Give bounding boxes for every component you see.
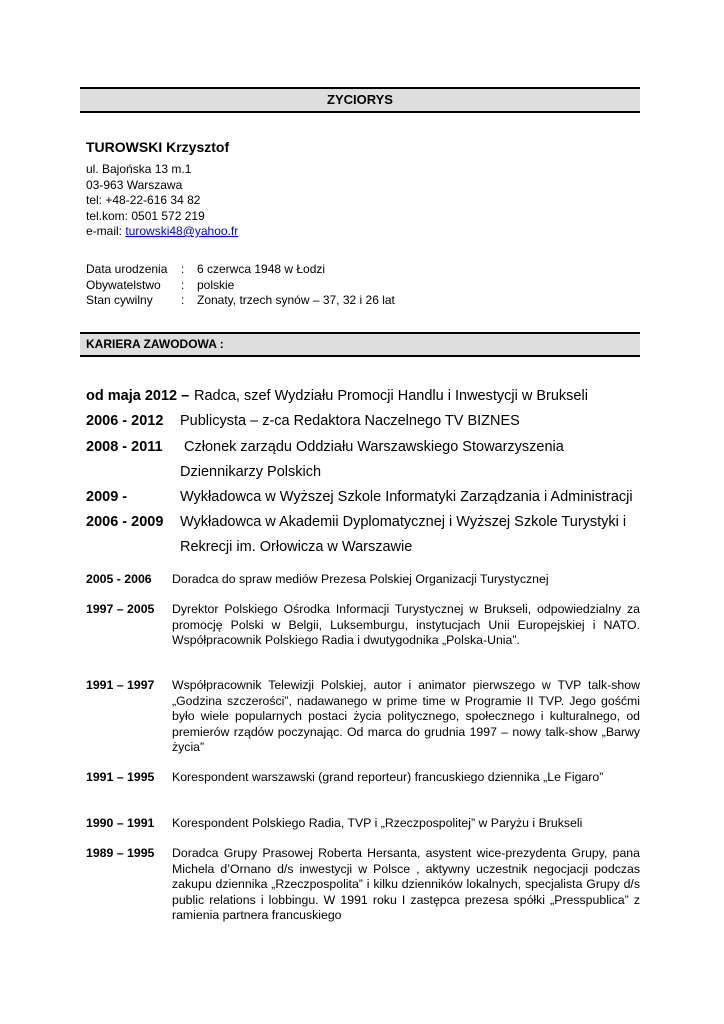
personal-separator: : (181, 293, 185, 307)
personal-label: Data urodzenia (86, 262, 168, 276)
career-text: Współpracownik Telewizji Polskiej, autor i animator pierwszego w TVP talk-show „Godzina szczerości”, nadawanego w prime time w Programie II TVP. Jego gośćmi było wiele popularnych postaci życia politycznego, społecznego i kulturalnego, od premierów rządów poczynając. Od marca do grudnia 1997 – nowy talk-show „Barwy życia” (172, 678, 640, 754)
personal-row (86, 262, 395, 278)
career-text: Dyrektor Polskiego Ośrodka Informacji Turystycznej w Brukseli, odpowiedzialny za promocję Polski w Belgii, Luksemburgu, instytucjach Unii Europejskiej i NATO. Współpracownik Polskiego Radia i dwutygodnika „Polska-Unia”. (172, 602, 640, 647)
personal-value: 6 czerwca 1948 w Łodzi (197, 262, 326, 276)
address-city: 03-963 Warszawa (86, 177, 183, 192)
career-text-continued: Dziennikarzy Polskich (180, 464, 322, 480)
section-header-career (80, 332, 640, 357)
personal-value: polskie (197, 277, 235, 292)
career-text: Publicysta – z-ca Redaktora Naczelnego TV BIZNES (180, 413, 520, 429)
career-years: 2008 - 2011 (86, 439, 163, 455)
career-years: 1991 – 1995 (86, 770, 155, 784)
personal-row (86, 293, 395, 309)
career-years: 2006 - 2012 (86, 413, 164, 429)
career-text: Doradca do spraw mediów Prezesa Polskiej Organizacji Turystycznej (172, 572, 549, 586)
career-text: Korespondent Polskiego Radia, TVP i „Rzeczpospolitej” w Paryżu i Brukseli (172, 816, 583, 830)
personal-separator: : (181, 262, 185, 276)
career-text: Członek zarządu Oddziału Warszawskiego Stowarzyszenia (184, 439, 564, 455)
contact-block (86, 162, 238, 240)
title-bar (80, 87, 640, 113)
personal-label: Obywatelstwo (86, 277, 161, 292)
career-text: Wykładowca w Wyższej Szkole Informatyki Zarządzania i Administracji (180, 489, 633, 505)
email-label: e-mail: (86, 224, 126, 238)
career-text: Radca, szef Wydziału Promocji Handlu i Inwestycji w Brukseli (194, 388, 588, 404)
address-street: ul. Bajońska 13 m.1 (86, 162, 192, 176)
career-years: 1991 – 1997 (86, 678, 155, 692)
personal-value: Zonaty, trzech synów – 37, 32 i 26 lat (197, 293, 395, 307)
career-years: 2006 - 2009 (86, 514, 164, 530)
career-years: od maja 2012 – (86, 388, 190, 404)
email-link[interactable]: turowski48@yahoo.fr (125, 224, 239, 238)
mobile-phone: tel.kom: 0501 572 219 (86, 208, 205, 223)
career-text: Korespondent warszawski (grand reporteur) francuskiego dziennika „Le Figaro” (172, 770, 604, 784)
career-text: Wykładowca w Akademii Dyplomatycznej i Wyższej Szkole Turystyki i (180, 514, 627, 530)
career-years: 1989 – 1995 (86, 846, 155, 860)
personal-label: Stan cywilny (86, 293, 153, 307)
career-years: 1990 – 1991 (86, 816, 155, 830)
document-title: ZYCIORYS (327, 92, 393, 107)
career-text-continued: Rekrecji im. Orłowicza w Warszawie (180, 539, 413, 555)
career-years: 2009 - (86, 489, 128, 505)
email-row (86, 224, 238, 240)
phone: tel: +48-22-616 34 82 (86, 193, 201, 207)
personal-separator: : (181, 277, 185, 292)
person-name: TUROWSKI Krzysztof (86, 139, 230, 155)
section-title: KARIERA ZAWODOWA : (86, 337, 224, 351)
personal-info (86, 262, 395, 309)
career-years: 2005 - 2006 (86, 572, 152, 586)
career-text: Doradca Grupy Prasowej Roberta Hersanta, asystent wice-prezydenta Grupy, pana Michela d’Ornano d/s inwestycji w Polsce , aktywny uczestnik negocjacji podczas zakupu dziennika „Rzeczpospolita” i kilku dzienników lokalnych, specjalista Grupy d/s public relations i lobbingu. W 1991 roku I zastępca prezesa spółki „Presspublica” z ramienia partnera francuskiego (172, 846, 640, 922)
career-years: 1997 – 2005 (86, 602, 155, 616)
personal-row (86, 278, 395, 294)
